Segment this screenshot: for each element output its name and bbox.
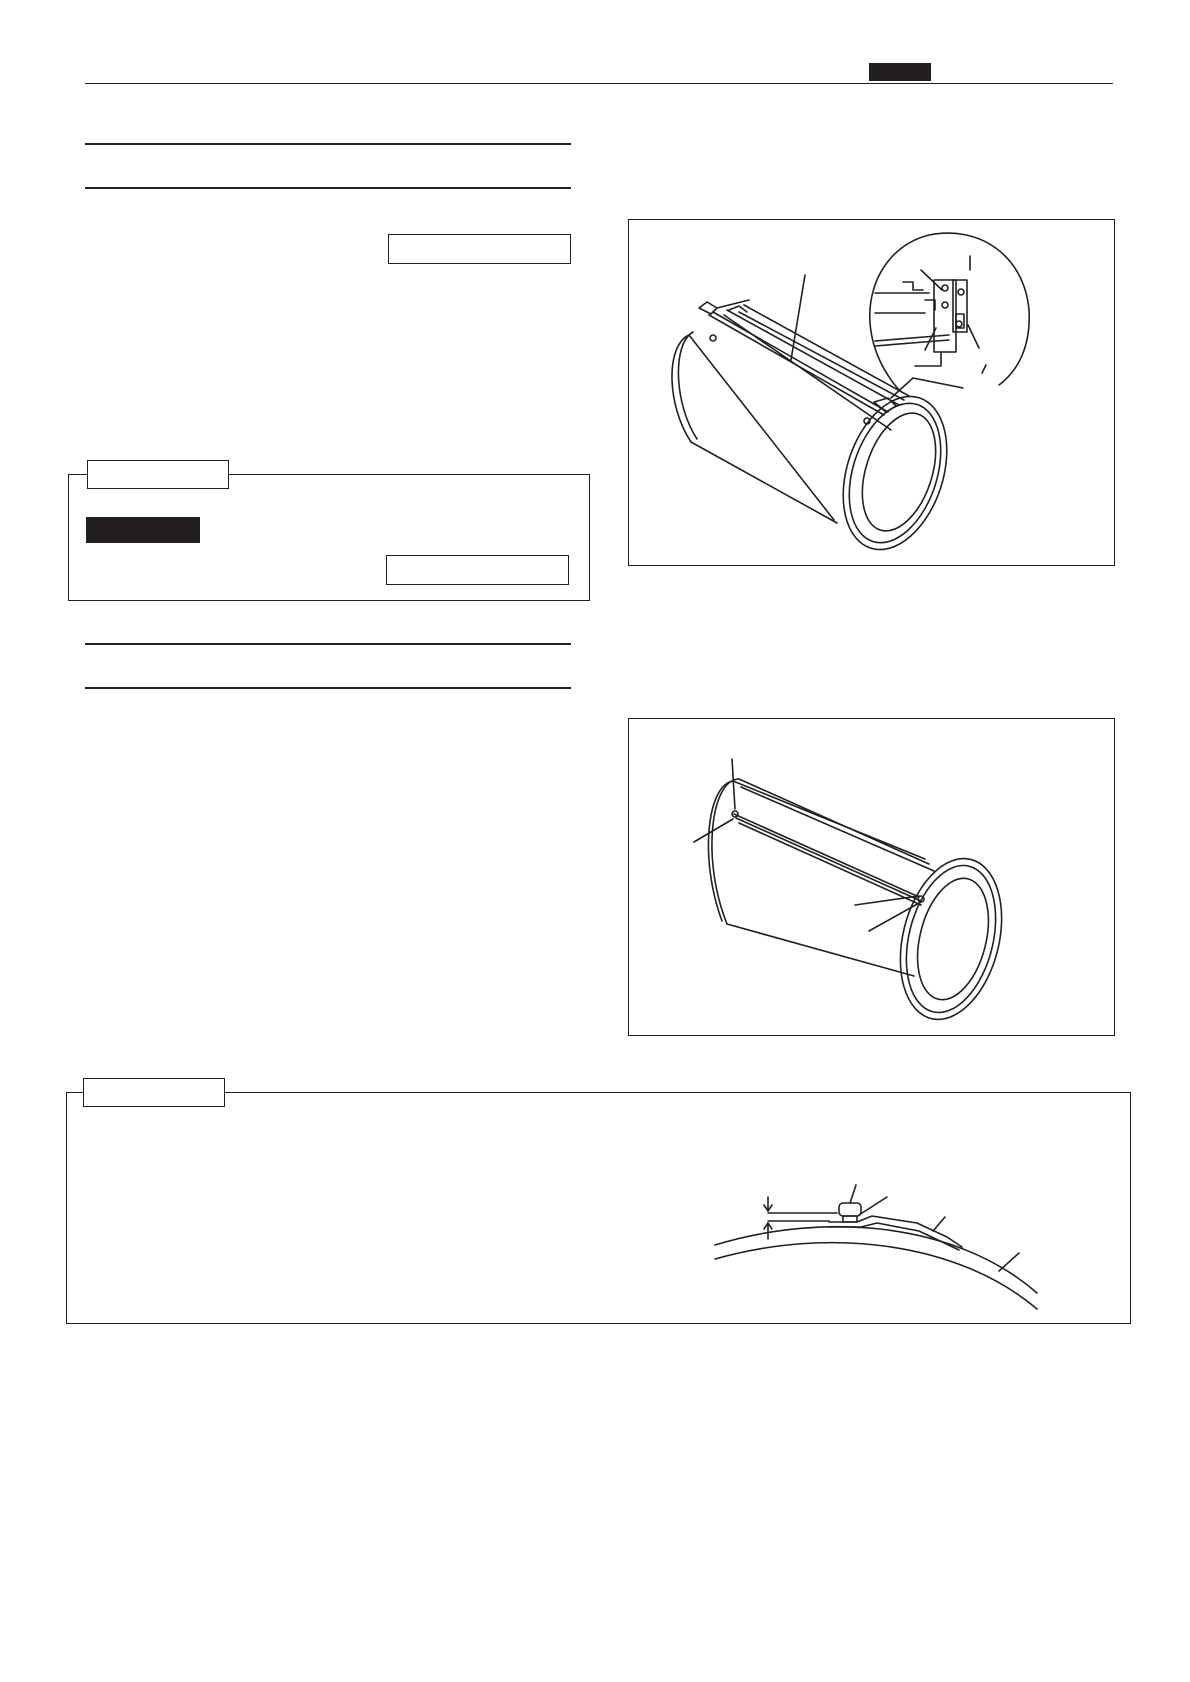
section-2-top-rule [85, 643, 571, 645]
figure-drum-with-clamp-detail [628, 219, 1115, 566]
clamp-gap-cross-section [707, 1153, 1127, 1323]
section-1-reference-box [388, 234, 571, 264]
header-tab [869, 63, 931, 81]
figure-drum-clamp-plate [628, 718, 1115, 1036]
header-rule [85, 83, 1113, 84]
section-1-bottom-rule [85, 187, 571, 189]
section-2-bottom-rule [85, 687, 571, 689]
drum-clamp-plate-illustration [629, 719, 1114, 1035]
note-panel-1-tab [87, 460, 229, 489]
note-panel-1-highlight-tag [86, 517, 200, 543]
note-panel-2 [66, 1092, 1131, 1324]
drum-clamp-detail-illustration [629, 220, 1114, 565]
note-panel-2-tab [83, 1078, 225, 1107]
note-panel-1-reference-box [386, 555, 569, 585]
note-panel-1 [68, 474, 590, 601]
section-1-top-rule [85, 143, 571, 145]
